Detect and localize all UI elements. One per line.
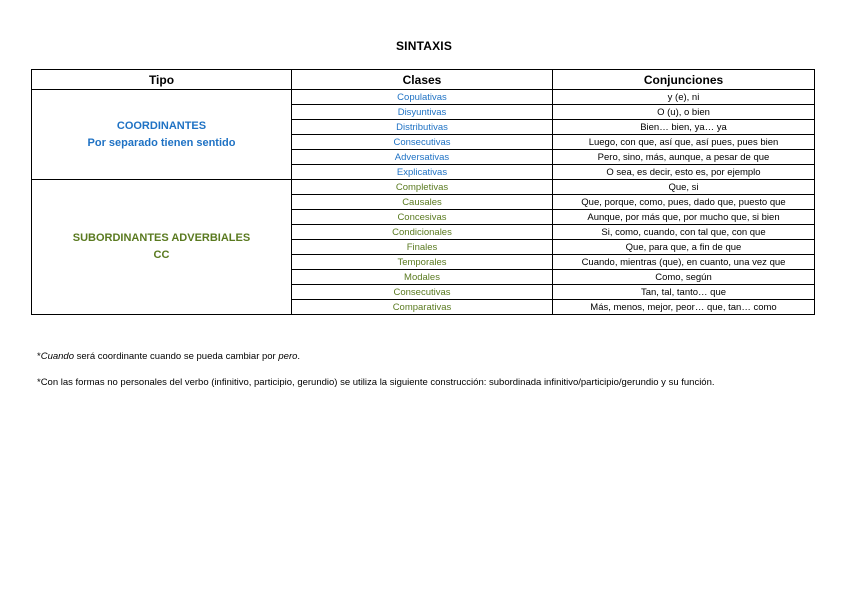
- conjunciones-cell: y (e), ni: [553, 90, 815, 105]
- conjunciones-cell: Más, menos, mejor, peor… que, tan… como: [553, 300, 815, 315]
- clase-cell: Adversativas: [292, 150, 553, 165]
- type-cell-subordinantes: [32, 180, 292, 315]
- note1-prefix: *: [37, 351, 41, 362]
- clase-cell: Temporales: [292, 255, 553, 270]
- conjunciones-cell: O sea, es decir, esto es, por ejemplo: [553, 165, 815, 180]
- clase-cell: Comparativas: [292, 300, 553, 315]
- header-conjunciones: Conjunciones: [553, 70, 815, 90]
- conjunciones-cell: Que, para que, a fin de que: [553, 240, 815, 255]
- conjunctions-table: [31, 69, 815, 315]
- clase-cell: Consecutivas: [292, 285, 553, 300]
- clase-cell: Explicativas: [292, 165, 553, 180]
- conjunciones-cell: Bien… bien, ya… ya: [553, 120, 815, 135]
- type-label-line: Por separado tienen sentido: [87, 136, 236, 149]
- table-header-row: [32, 70, 815, 90]
- conjunciones-cell: Que, porque, como, pues, dado que, puesto que: [553, 195, 815, 210]
- conjunciones-cell: Luego, con que, así que, así pues, pues bien: [553, 135, 815, 150]
- conjunciones-cell: Cuando, mientras (que), en cuanto, una vez que: [553, 255, 815, 270]
- conjunciones-cell: Pero, sino, más, aunque, a pesar de que: [553, 150, 815, 165]
- clase-cell: Distributivas: [292, 120, 553, 135]
- type-label-line: CC: [153, 249, 170, 261]
- note1-middle: será coordinante cuando se pueda cambiar por: [73, 351, 279, 362]
- conjunciones-cell: Como, según: [553, 270, 815, 285]
- clase-cell: Modales: [292, 270, 553, 285]
- table-row: [32, 180, 815, 195]
- clase-cell: Completivas: [292, 180, 553, 195]
- conjunciones-cell: Si, como, cuando, con tal que, con que: [553, 225, 815, 240]
- page-title: SINTAXIS: [395, 39, 453, 53]
- type-label-line: COORDINANTES: [116, 119, 207, 132]
- header-tipo: Tipo: [32, 70, 292, 90]
- note-formas-no-personales: *Con las formas no personales del verbo (infinitivo, participio, gerundio) se utiliza la siguiente construcción: subordinada infinitivo/participio/gerundio y su función.: [37, 377, 715, 388]
- clase-cell: Concesivas: [292, 210, 553, 225]
- conjunciones-cell: Aunque, por más que, por mucho que, si bien: [553, 210, 815, 225]
- conjunciones-cell: O (u), o bien: [553, 105, 815, 120]
- type-label-line: SUBORDINANTES ADVERBIALES: [72, 232, 251, 244]
- clase-cell: Disyuntivas: [292, 105, 553, 120]
- conjunciones-cell: Tan, tal, tanto… que: [553, 285, 815, 300]
- type-cell-coordinantes: [32, 90, 292, 180]
- clase-cell: Copulativas: [292, 90, 553, 105]
- note-cuando: [37, 349, 812, 365]
- clase-cell: Causales: [292, 195, 553, 210]
- clase-cell: Consecutivas: [292, 135, 553, 150]
- header-clases: Clases: [292, 70, 553, 90]
- note1-suffix: .: [297, 351, 301, 362]
- table-body: [32, 90, 815, 315]
- note1-italic-end: pero: [278, 351, 298, 362]
- conjunciones-cell: Que, si: [553, 180, 815, 195]
- clase-cell: Finales: [292, 240, 553, 255]
- note1-italic-word: Cuando: [40, 351, 74, 362]
- table-row: [32, 90, 815, 105]
- clase-cell: Condicionales: [292, 225, 553, 240]
